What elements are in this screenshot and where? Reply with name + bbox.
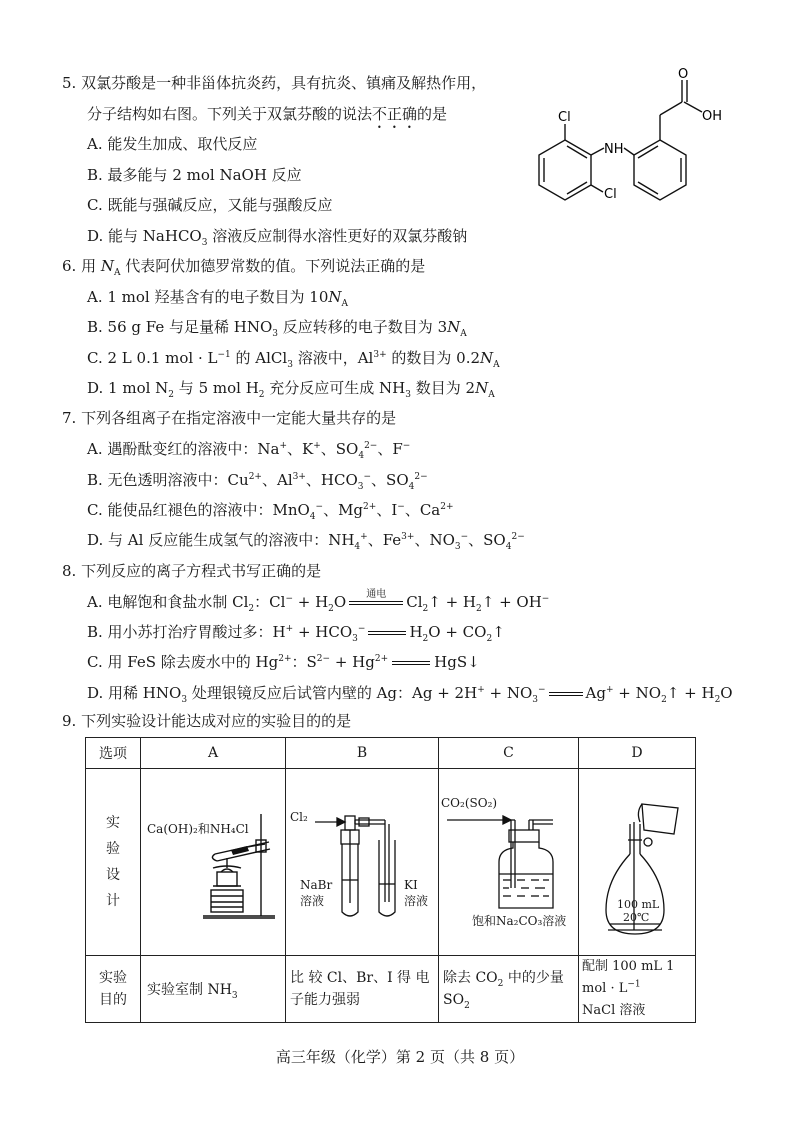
header-d: D	[579, 738, 696, 769]
q6-stem: 6. 用 $N_A$ 代表阿伏加德罗常数的值。下列说法正确的是	[62, 257, 426, 278]
svg-text:NH: NH	[604, 142, 624, 157]
q6-option-c: C. 2 L 0.1 mol · $L^{-1}$ 的 AlCl$_3$ 溶液中，$Al^{3+}$ 的数目为 $0.2N_A$	[87, 349, 500, 370]
q7-stem: 7. 下列各组离子在指定溶液中一定能大量共存的是	[62, 409, 397, 427]
q7-option-d: D. 与 Al 反应能生成氢气的溶液中：$NH_4^+$、$Fe^{3+}$、$NO_3^-$、$SO_4^{2-}$	[87, 531, 525, 552]
q8-option-d: D. 用稀 $HNO_3$ 处理银镜反应后试管内壁的 Ag：$Ag + 2H^+ + NO_3^-$ $Ag^+ + NO_2↑ + H_2O$	[87, 684, 733, 705]
purpose-c: 除去 $CO_2$ 中的少量 $SO_2$	[439, 956, 579, 1023]
q6-option-a: A. 1 mol 羟基含有的电子数目为 $10N_A$	[87, 288, 348, 309]
q9-stem: 9. 下列实验设计能达成对应的实验目的的是	[62, 712, 352, 730]
q8-option-a: A. 电解饱和食盐水制 $Cl_2$：$Cl^- + H_2O$ 通电 $Cl_2↑$ + $H_2↑ + OH^-$	[87, 589, 550, 614]
purpose-label: 实验 目的	[86, 956, 141, 1023]
purpose-a: 实验室制 $NH_3$	[141, 956, 286, 1023]
apparatus-b-right-label: KI 溶液	[404, 878, 429, 908]
purpose-row	[86, 956, 696, 1023]
apparatus-c-gas-label: CO₂(SO₂)	[441, 796, 498, 810]
header-option: 选项	[86, 738, 141, 769]
q5-emphasis: 不正确	[372, 105, 418, 123]
design-label: 实 验 设 计	[86, 769, 141, 956]
apparatus-c-liquid-label: 饱和Na₂CO₃溶液	[472, 914, 567, 928]
apparatus-b-gas-label: Cl₂	[290, 810, 308, 824]
apparatus-a-caption: Ca(OH)₂和NH₄Cl	[147, 822, 249, 836]
q5-stem-line2: 分子结构如右图。下列关于双氯芬酸的说法不正确的是	[87, 105, 448, 123]
svg-text:O: O	[678, 67, 689, 82]
svg-text:OH: OH	[702, 109, 723, 124]
q8-option-b: B. 用小苏打治疗胃酸过多：$H^+ + HCO_3^-$ $H_2O$ + $CO_2↑$	[87, 623, 505, 644]
q8-option-c: C. 用 FeS 除去废水中的 $Hg^{2+}$：$S^{2-} + Hg^{2+}$ HgS↓	[87, 653, 480, 671]
q5-option-c: C. 既能与强碱反应，又能与强酸反应	[87, 196, 333, 214]
page-footer: 高三年级（化学）第 2 页（共 8 页）	[275, 1048, 525, 1066]
q7-option-c: C. 能使品红褪色的溶液中：MnO$_4$−、$Mg^{2+}$、I−、$Ca^{2+}$	[87, 501, 454, 522]
apparatus-c-drawing	[441, 808, 577, 918]
apparatus-b-left-label: NaBr 溶液	[300, 878, 333, 908]
header-a: A	[141, 738, 286, 769]
apparatus-d-temp-label: 20℃	[623, 911, 650, 924]
q8-stem: 8. 下列反应的离子方程式书写正确的是	[62, 562, 322, 580]
q5-stem-line1: 5. 双氯芬酸是一种非甾体抗炎药，具有抗炎、镇痛及解热作用，	[62, 74, 487, 92]
header-c: C	[439, 738, 579, 769]
svg-text:Cl: Cl	[604, 187, 617, 202]
q6-option-d: D. 1 mol $N_2$ 与 5 mol $H_2$ 充分反应可生成 $NH_3$ 数目为 $2N_A$	[87, 379, 495, 400]
purpose-b: 比 较 Cl、Br、I 得 电 子能力强弱	[286, 956, 439, 1023]
q5-option-b: B. 最多能与 2 mol NaOH 反应	[87, 166, 302, 184]
q5-option-d: D. 能与 NaHCO$_3$ 溶液反应制得水溶性更好的双氯芬酸钠	[87, 227, 468, 248]
q5-option-a: A. 能发生加成、取代反应	[87, 135, 258, 153]
q6-option-b: B. 56 g Fe 与足量稀 $HNO_3$ 反应转移的电子数目为 $3N_A$	[87, 318, 467, 339]
diclofenac-structure	[520, 60, 750, 220]
apparatus-d-volume-label: 100 mL	[617, 898, 660, 911]
q7-option-b: B. 无色透明溶液中：$Cu^{2+}$、$Al^{3+}$、$HCO_3^-$、$SO_4^{2-}$	[87, 471, 428, 492]
table-header-row	[86, 738, 696, 769]
q7-option-a: A. 遇酚酞变红的溶液中：Na+、K+、$SO_4^{2-}$、F−	[87, 440, 411, 461]
svg-text:Cl: Cl	[558, 110, 571, 125]
purpose-d: 配制 100 mL 1 mol · $L^{-1}$ NaCl 溶液	[579, 956, 696, 1023]
header-b: B	[286, 738, 439, 769]
